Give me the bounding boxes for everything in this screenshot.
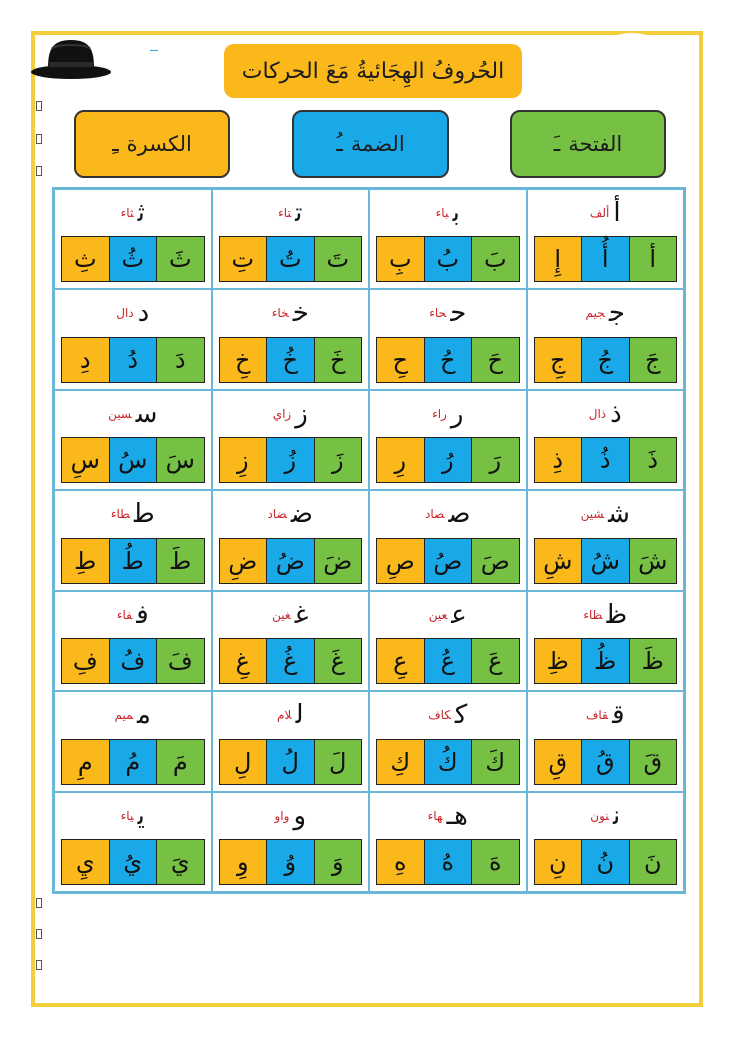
vowel-forms [219, 236, 363, 282]
kasra-legend [74, 110, 230, 178]
fatha-form: طَ [156, 539, 204, 583]
letter-name: خاء [271, 306, 289, 321]
damma-form: وُ [266, 840, 314, 884]
vowel-forms [61, 739, 205, 785]
damma-form: يُ [109, 840, 157, 884]
kasra-mark: ـِ [112, 131, 119, 157]
letter-heading [213, 298, 369, 328]
vowel-forms [534, 638, 678, 684]
letter-name: طاء [110, 507, 130, 522]
fatha-form: رَ [471, 438, 519, 482]
fatha-form: مَ [156, 740, 204, 784]
vowel-forms [534, 739, 678, 785]
vowel-forms [534, 839, 678, 885]
letter-name: قاف [585, 708, 609, 723]
vowel-forms [219, 638, 363, 684]
letter-glyph: ز [295, 398, 308, 429]
damma-form: تُ [266, 237, 314, 281]
fatha-form: صَ [471, 539, 519, 583]
kasra-form: صِ [377, 539, 424, 583]
margin-mark [36, 134, 42, 144]
kasra-form: ذِ [535, 438, 582, 482]
letter-name: زاي [272, 406, 292, 421]
kasra-form: تِ [220, 237, 267, 281]
vowel-forms [376, 236, 520, 282]
letter-glyph: ظ [606, 599, 628, 630]
vowel-forms [61, 638, 205, 684]
fatha-form: بَ [471, 237, 519, 281]
kasra-form: يِ [62, 840, 109, 884]
letter-name: عين [428, 607, 448, 622]
letter-name: جيم [585, 306, 605, 321]
damma-form: شُ [581, 539, 629, 583]
fatha-form: نَ [629, 840, 677, 884]
letter-glyph: م [137, 700, 151, 731]
vowel-forms [534, 437, 678, 483]
letter-name: ذال [588, 406, 607, 421]
letter-heading [370, 198, 526, 228]
letter-name: نون [590, 808, 609, 823]
damma-form: ضُ [266, 539, 314, 583]
letter-card [54, 289, 212, 389]
margin-mark [36, 166, 42, 176]
letter-heading [55, 700, 211, 730]
letter-heading [213, 600, 369, 630]
letter-heading [370, 499, 526, 529]
letter-glyph: ح [450, 298, 467, 329]
letter-glyph: ي [137, 800, 145, 831]
fatha-form: دَ [156, 338, 204, 382]
letter-heading [55, 499, 211, 529]
vowel-forms [61, 839, 205, 885]
fatha-form: عَ [471, 639, 519, 683]
letter-card [527, 691, 685, 791]
kasra-form: مِ [62, 740, 109, 784]
kasra-form: غِ [220, 639, 267, 683]
letter-name: شين [580, 507, 605, 522]
margin-mark [36, 898, 42, 908]
damma-form: هُ [424, 840, 472, 884]
letter-heading [528, 399, 684, 429]
kasra-form: وِ [220, 840, 267, 884]
vowel-forms [376, 839, 520, 885]
letter-card [212, 792, 370, 892]
letter-name: ضاد [267, 507, 287, 522]
letter-card [212, 289, 370, 389]
letter-card [369, 591, 527, 691]
damma-form: ظُ [581, 639, 629, 683]
fatha-form: ضَ [314, 539, 362, 583]
letter-name: ياء [120, 808, 134, 823]
letter-name: ثاء [120, 206, 134, 220]
letter-heading [213, 801, 369, 831]
kasra-form: سِ [62, 438, 109, 482]
letter-card [212, 390, 370, 490]
letter-heading [528, 298, 684, 328]
fatha-form: وَ [314, 840, 362, 884]
kasra-form: جِ [535, 338, 582, 382]
kasra-form: خِ [220, 338, 267, 382]
fatha-form: أ [629, 237, 677, 281]
vowel-forms [376, 739, 520, 785]
kasra-form: رِ [377, 438, 424, 482]
damma-form: قُ [581, 740, 629, 784]
letter-glyph: ر [450, 398, 464, 429]
letter-name: تاء [278, 206, 292, 220]
letter-heading [528, 600, 684, 630]
letter-glyph: غ [294, 599, 309, 630]
fatha-form: هَ [471, 840, 519, 884]
kasra-form: ظِ [535, 639, 582, 683]
letter-name: ميم [114, 708, 134, 723]
letter-card [369, 289, 527, 389]
fatha-form: سَ [156, 438, 204, 482]
letter-name: كاف [428, 708, 451, 723]
letter-heading [370, 399, 526, 429]
letter-name: صاد [425, 507, 445, 522]
letter-heading [55, 801, 211, 831]
letter-card [527, 289, 685, 389]
letter-glyph: ج [608, 298, 625, 329]
fatha-form: ذَ [629, 438, 677, 482]
fatha-form: ظَ [629, 639, 677, 683]
letter-card [527, 189, 685, 289]
damma-form: ذُ [581, 438, 629, 482]
letter-glyph: ف [136, 599, 149, 630]
letter-name: ظاء [583, 607, 603, 622]
damma-form: لُ [266, 740, 314, 784]
letter-card [54, 490, 212, 590]
damma-form: خُ [266, 338, 314, 382]
fatha-form: قَ [629, 740, 677, 784]
fatha-form: يَ [156, 840, 204, 884]
fatha-form: لَ [314, 740, 362, 784]
letter-card [369, 792, 527, 892]
damma-form: بُ [424, 237, 472, 281]
letter-heading [370, 700, 526, 730]
damma-form: طُ [109, 539, 157, 583]
damma-mark: ـُ [336, 131, 343, 157]
letter-glyph: ت [295, 198, 303, 228]
fatha-legend [510, 110, 666, 178]
damma-form: سُ [109, 438, 157, 482]
kasra-form: شِ [535, 539, 582, 583]
fatha-form: كَ [471, 740, 519, 784]
letter-card [527, 591, 685, 691]
damma-form: ثُ [109, 237, 157, 281]
letter-glyph: خ [292, 298, 309, 329]
letter-heading [213, 399, 369, 429]
letter-glyph: و [293, 800, 306, 831]
damma-form: حُ [424, 338, 472, 382]
letter-card [212, 691, 370, 791]
letters-grid [52, 187, 686, 894]
letter-card [54, 189, 212, 289]
letter-glyph: ض [290, 499, 313, 530]
vowel-forms [61, 236, 205, 282]
letter-glyph: ش [608, 499, 630, 530]
damma-form: رُ [424, 438, 472, 482]
vowel-forms [219, 538, 363, 584]
kasra-form: كِ [377, 740, 424, 784]
letter-glyph: ك [454, 700, 468, 731]
vowel-forms [61, 337, 205, 383]
damma-label: الضمة [350, 132, 405, 156]
kasra-form: إِ [535, 237, 582, 281]
kasra-form: دِ [62, 338, 109, 382]
kasra-label: الكسرة [126, 132, 192, 156]
letter-name: سين [108, 406, 132, 421]
letter-glyph: ب [452, 198, 460, 228]
fatha-form: تَ [314, 237, 362, 281]
letter-glyph: ن [612, 800, 621, 831]
fatha-form: جَ [629, 338, 677, 382]
letter-card [54, 691, 212, 791]
vowel-forms [219, 437, 363, 483]
letter-heading [370, 600, 526, 630]
fatha-form: زَ [314, 438, 362, 482]
letter-name: واو [274, 808, 290, 823]
kasra-form: ضِ [220, 539, 267, 583]
letter-glyph: ق [612, 700, 625, 731]
letter-heading [213, 700, 369, 730]
letter-heading [55, 600, 211, 630]
vowel-forms [376, 638, 520, 684]
letter-glyph: ط [133, 499, 155, 530]
kasra-form: زِ [220, 438, 267, 482]
letter-name: راء [432, 406, 447, 421]
vowel-forms [376, 538, 520, 584]
damma-form: عُ [424, 639, 472, 683]
page-title: الحُروفُ الهِجَائيةُ مَعَ الحركات [224, 44, 522, 98]
decor-dash [150, 50, 158, 51]
vowel-forms [534, 337, 678, 383]
letter-name: فاء [116, 607, 133, 622]
fatha-label: الفتحة [568, 132, 623, 156]
kasra-form: لِ [220, 740, 267, 784]
letter-name: غين [272, 607, 291, 622]
kasra-form: فِ [62, 639, 109, 683]
vowel-forms [534, 236, 678, 282]
fatha-form: فَ [156, 639, 204, 683]
letter-heading [528, 801, 684, 831]
damma-form: فُ [109, 639, 157, 683]
letter-heading [55, 399, 211, 429]
letter-card [54, 390, 212, 490]
letter-name: ألف [589, 206, 610, 220]
fatha-form: حَ [471, 338, 519, 382]
vowel-forms [376, 337, 520, 383]
letter-card [527, 792, 685, 892]
margin-mark [36, 960, 42, 970]
letter-card [212, 490, 370, 590]
kasra-form: قِ [535, 740, 582, 784]
damma-form: غُ [266, 639, 314, 683]
letter-card [369, 490, 527, 590]
letter-card [369, 390, 527, 490]
letter-card [369, 189, 527, 289]
fatha-form: خَ [314, 338, 362, 382]
letter-card [369, 691, 527, 791]
letter-heading [55, 198, 211, 228]
letter-heading [370, 801, 526, 831]
letter-heading [213, 198, 369, 228]
letter-heading [213, 499, 369, 529]
letter-heading [528, 700, 684, 730]
kasra-form: طِ [62, 539, 109, 583]
letter-heading [528, 198, 684, 228]
letter-glyph: هـ [446, 800, 468, 831]
damma-form: جُ [581, 338, 629, 382]
kasra-form: عِ [377, 639, 424, 683]
vowel-forms [61, 538, 205, 584]
damma-form: مُ [109, 740, 157, 784]
letter-card [54, 792, 212, 892]
letter-name: لام [276, 708, 292, 723]
letter-name: هاء [427, 808, 443, 823]
vowel-forms [219, 337, 363, 383]
letter-heading [370, 298, 526, 328]
white-blob [588, 33, 676, 103]
letter-heading [55, 298, 211, 328]
vowel-forms [534, 538, 678, 584]
letter-card [527, 490, 685, 590]
kasra-form: بِ [377, 237, 424, 281]
damma-form: كُ [424, 740, 472, 784]
letter-heading [528, 499, 684, 529]
damma-legend [292, 110, 449, 178]
damma-form: أُ [581, 237, 629, 281]
fatha-form: غَ [314, 639, 362, 683]
letter-glyph: س [135, 398, 158, 429]
kasra-form: ثِ [62, 237, 109, 281]
damma-form: صُ [424, 539, 472, 583]
damma-form: دُ [109, 338, 157, 382]
damma-form: نُ [581, 840, 629, 884]
kasra-form: هِ [377, 840, 424, 884]
vowel-forms [376, 437, 520, 483]
letter-glyph: ع [451, 599, 467, 630]
kasra-form: نِ [535, 840, 582, 884]
fatha-form: ثَ [156, 237, 204, 281]
damma-form: زُ [266, 438, 314, 482]
vowel-forms [61, 437, 205, 483]
letter-card [54, 591, 212, 691]
kasra-form: حِ [377, 338, 424, 382]
letter-card [212, 591, 370, 691]
fatha-form: شَ [629, 539, 677, 583]
letter-card [212, 189, 370, 289]
vowel-forms [219, 839, 363, 885]
letter-name: باء [435, 206, 449, 220]
fatha-mark: ـَ [553, 131, 561, 157]
vowel-forms [219, 739, 363, 785]
letter-name: حاء [429, 306, 447, 321]
hat-icon [30, 36, 112, 84]
margin-mark [36, 929, 42, 939]
letter-card [527, 390, 685, 490]
letter-glyph: ص [448, 499, 471, 530]
letter-glyph: أ [613, 198, 621, 228]
letter-glyph: ل [295, 700, 304, 731]
margin-mark [36, 101, 42, 111]
letter-name: دال [116, 306, 134, 321]
letter-glyph: ث [137, 198, 145, 228]
letter-glyph: ذ [610, 398, 622, 429]
letter-glyph: د [137, 298, 150, 329]
